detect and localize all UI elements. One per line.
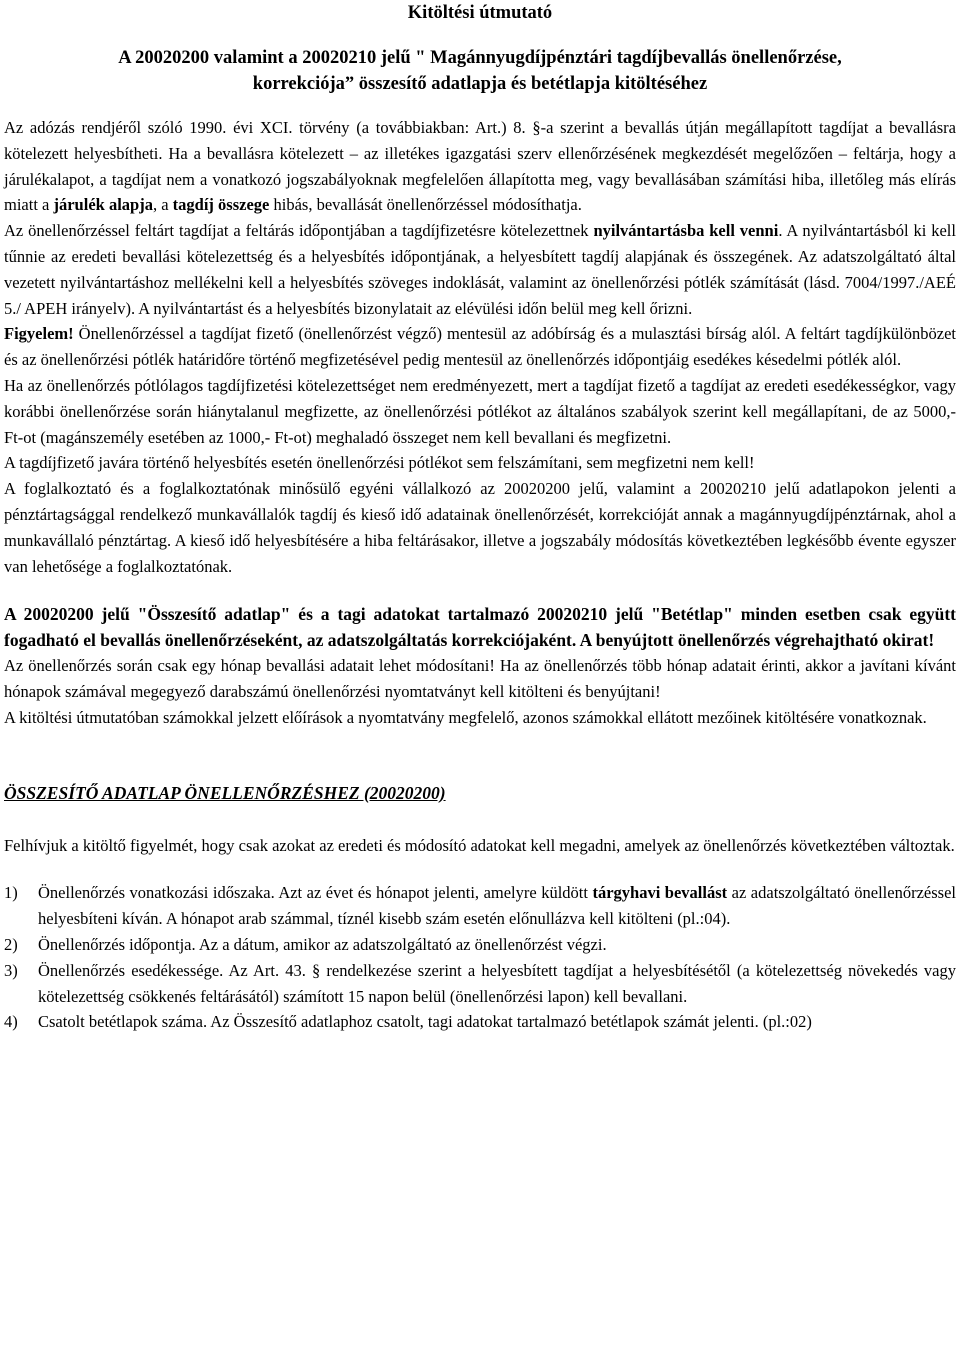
- bold-tagdij-osszege: tagdíj összege: [172, 195, 270, 215]
- bold-figyelem: Figyelem!: [4, 324, 74, 344]
- list-item-number: 4): [4, 1012, 18, 1032]
- list-item-number: 1): [4, 883, 18, 903]
- paragraph-kitoltesi-utmutato: A kitöltési útmutatóban számokkal jelzett előírások a nyomtatvány megfelelő, azonos számokkal ellátott mezőinek kitöltésére vonatkoznak.: [4, 707, 927, 727]
- paragraph-osszesito-betetlap: A 20020200 jelű "Összesítő adatlap" és a tagi adatokat tartalmazó 20020210 jelű "Betétlap" minden esetben csak együtt fogadható el bevallás önellenőrzéseként, az adatszolgáltatás korrekciójaként. A benyújtott önellenőrzés végrehajtható okirat!: [4, 604, 956, 651]
- list-item: 2) Önellenőrzés időpontja. Az a dátum, amikor az adatszolgáltató az önellenőrzést végzi.: [4, 932, 956, 958]
- bold-jarulek-alapja: járulék alapja: [53, 195, 153, 215]
- bold-targyhavi: tárgyhavi bevallást: [592, 883, 728, 903]
- paragraph-intro: Felhívjuk a kitöltő figyelmét, hogy csak azokat az eredeti és módosító adatokat kell megadni, amelyek az önellenőrzés következtében változtak.: [4, 835, 955, 855]
- paragraph-helyesbites: Az adózás rendjéről szóló 1990. évi XCI. törvény (a továbbiakban: Art.) 8. §-a szerint a bevallás útján megállapított tagdíjat a bevallásra kötelezett helyesbítheti. Ha a bevallásra kötelezett – az illetékes igazgatási szerv ellenőrzésének megkezdését megelőzően – feltárja, hogy a járulékalapot, a tagdíjat nem a vonatkozó jogszabályoknak megfelelően állapította meg, vagy bevallásában számítási hiba, illetőleg más elírás miatt a járulék alapja, a tagdíj összege hibás, bevallását önellenőrzéssel módosíthatja.: [4, 118, 956, 215]
- paragraph-figyelem: Figyelem! Önellenőrzéssel a tagdíjat fizető (önellenőrzést végző) mentesül az adóbírság és a mulasztási bírság alól. A feltárt tagdíjkülönbözet és az önellenőrzési pótlék határidőre történő megfizetésével pedig mentesül az önellenőrzés időpontjáig esedékes késedelmi pótlék alól.: [4, 324, 956, 370]
- paragraph-egy-honap: Az önellenőrzés során csak egy hónap bevallási adatait lehet módosítani! Ha az önellenőrzés több hónap adatait érinti, akkor a javítani kívánt hónapok számával megegyező darabszámú önellenőrzési nyomtatványt kell kitölteni és benyújtani!: [4, 656, 956, 702]
- list-item: 3) Önellenőrzés esedékessége. Az Art. 43. § rendelkezése szerint a helyesbített tagdíjat a helyesbítésétől (a kötelezettség növekedés vagy kötelezettség csökkenés feltárásától) számított 15 napon belül (önellenőrzési lapon) kell bevallani.: [4, 958, 956, 1010]
- bold-nyilvantartasba: nyilvántartásba kell venni: [593, 221, 779, 241]
- document-subtitle: [4, 45, 956, 97]
- subtitle-line-1: A 20020200 valamint a 20020210 jelű " Magánnyugdíjpénztári tagdíjbevallás önellenőrzése,: [118, 48, 842, 68]
- list-item: 4) Csatolt betétlapok száma. Az Összesítő adatlaphoz csatolt, tagi adatokat tartalmazó betétlapok számát jelenti. (pl.:02): [4, 1009, 956, 1035]
- list-item-number: 2): [4, 934, 18, 954]
- list-item-number: 3): [4, 960, 18, 980]
- paragraph-potlek: Ha az önellenőrzés pótlólagos tagdíjfizetési kötelezettséget nem eredményezett, mert a tagdíjat fizető a tagdíjat az eredeti esedékességkor, vagy korábbi önellenőrzése során hiánytalanul megfizette, az önellenőrzési pótlékot az általános szabályok szerint kell megállapítani, de az 5000,- Ft-ot (magánszemély esetében az 1000,- Ft-ot) meghaladó összeget nem kell bevallani és megfizetni.: [4, 375, 956, 447]
- subtitle-line-2: korrekciója” összesítő adatlapja és betétlapja kitöltéséhez: [252, 74, 708, 94]
- paragraph-foglalkoztato: A foglalkoztató és a foglalkoztatónak minősülő egyéni vállalkozó az 20020200 jelű, valamint a 20020210 jelű adatlapokon jelenti a pénztártagsággal rendelkező munkavállalók tagdíj és kieső idő adatainak önellenőrzését, korrekcióját annak a magánnyugdíjpénztárnak, ahol a munkavállaló pénztártag. A kieső idő helyesbítésére a hiba feltárásakor, illetve a jogszabály módosítás következtében legkésőbb évente egyszer van lehetősége a foglalkoztatónak.: [4, 479, 956, 576]
- paragraph-nyilvantartas: Az önellenőrzéssel feltárt tagdíjat a feltárás időpontjában a tagdíjfizetésre kötelezettnek nyilvántartásba kell venni. A nyilvántartásból ki kell tűnnie az eredeti bevallási kötelezettség és a helyesbítés időpontjának, a helyesbített tagdíj alapjának és összegének. Az adatszolgáltató által vezetett nyilvántartáshoz mellékelni kell a helyesbítés szöveges indoklását, valamint az önellenőrzési pótlék számítását (lásd. 7004/1997./AEÉ 5./ APEH irányelv). A nyilvántartást és a helyesbítés bizonylatait az elévülési időn belül meg kell őrizni.: [4, 221, 956, 318]
- paragraph-javara: A tagdíjfizető javára történő helyesbítés esetén önellenőrzési pótlékot sem felszámítani, sem megfizetni nem kell!: [4, 453, 755, 473]
- field-list: [4, 880, 956, 1035]
- section-title: ÖSSZESÍTŐ ADATLAP ÖNELLENŐRZÉSHEZ (20020200): [4, 782, 446, 803]
- list-item: 1) Önellenőrzés vonatkozási időszaka. Azt az évet és hónapot jelenti, amelyre küldött tárgyhavi bevallást az adatszolgáltató önellenőrzéssel helyesbíteni kíván. A hónapot arab számmal, tíznél kisebb szám esetén előnullázva kell kitölteni (pl.:04).: [4, 880, 956, 932]
- page-title: Kitöltési útmutató: [407, 3, 553, 23]
